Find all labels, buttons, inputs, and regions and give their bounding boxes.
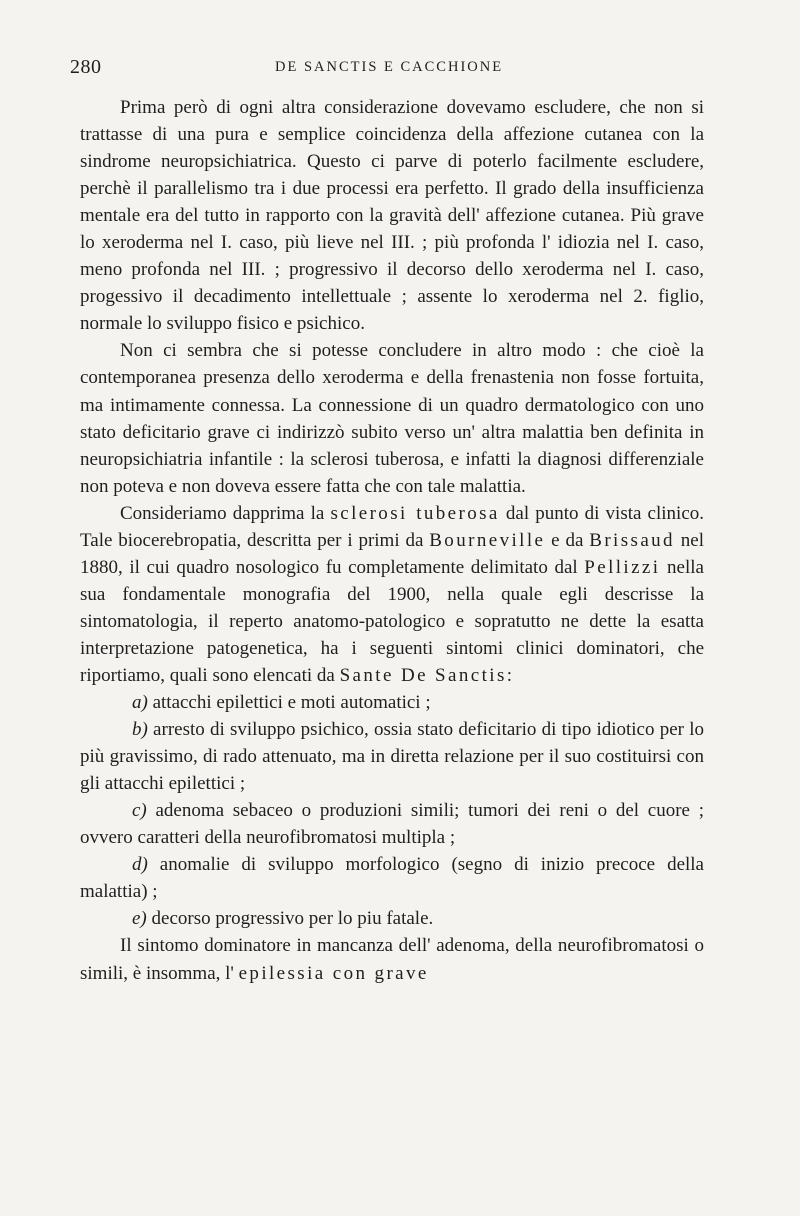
spaced-term-sclerosi-tuberosa: sclerosi tuberosa <box>330 502 500 524</box>
paragraph-4 <box>80 932 704 986</box>
paragraph-3-text-2: dal punto di vista clinico. Tale biocerebropatia, descritta per i primi da <box>80 502 705 551</box>
page-header <box>70 56 710 80</box>
running-head: DE SANCTIS E CACCHIONE <box>275 59 504 75</box>
list-item-text: adenoma sebaceo o produzioni simili; tumori dei reni o del cuore ; ovvero caratteri della neurofibromatosi multipla ; <box>80 800 704 849</box>
paragraph-3-text-4: nel 1880, il cui quadro nosologico fu completamente delimitato dal <box>80 529 705 578</box>
list-item-e <box>80 905 704 932</box>
body-text <box>80 94 704 987</box>
paragraph-3-text-3: e da <box>545 529 590 551</box>
list-item-text: attacchi epilettici e moti automatici ; <box>147 692 431 714</box>
paragraph-2: Non ci sembra che si potesse concludere in altro modo : che cioè la contemporanea presenza dello xeroderma e della frenastenia non fosse fortuita, ma intimamente connessa. La connessione di un quadro dermatologico con uno stato deficitario grave ci indirizzò subito verso un' altra malattia ben definita in neuropsichiatria infantile : la sclerosi tuberosa, e infatti la diagnosi differenziale non poteva e non doveva essere fatta che con tale malattia. <box>80 340 704 497</box>
list-item-a <box>80 689 704 716</box>
paragraph-3-text-5: nella sua fondamentale monografia del 1900, nella quale egli descrisse la sintomatologia, il reperto anatomo-patologico e sopratutto ne dette la esatta interpretazione patogenetica, ha i seguenti sintomi clinici dominatori, che riportiamo, quali sono elencati da <box>80 556 704 686</box>
author-name-bourneville: Bourneville <box>429 529 546 551</box>
list-marker: d) <box>132 854 148 876</box>
list-item-c <box>80 797 704 851</box>
list-marker: c) <box>132 800 147 822</box>
paragraph-3 <box>80 500 704 689</box>
list-marker: a) <box>132 692 148 714</box>
list-item-d <box>80 851 704 905</box>
author-name-sante-de-sanctis: Sante De Sanctis <box>339 664 507 686</box>
paragraph-1: Prima però di ogni altra considerazione dovevamo escludere, che non si trattasse di una pura e semplice coincidenza della affezione cutanea con la sindrome neuropsichiatrica. Questo ci parve di poterlo facilmente escludere, perchè il parallelismo tra i due processi era perfetto. Il grado della insufficienza mentale era del tutto in rapporto con la gravità dell' affezione cutanea. Più grave lo xeroderma nel I. caso, più lieve nel III. ; più profonda l' idiozia nel I. caso, meno profonda nel III. ; progressivo il decorso dello xeroderma nel I. caso, progessivo il decadimento intellettuale ; assente lo xeroderma nel 2. figlio, normale lo sviluppo fisico e psichico. <box>80 97 704 335</box>
paragraph-3-text-1: Consideriamo dapprima la <box>120 502 331 524</box>
spaced-term-epilessia: epilessia con grave <box>238 962 429 984</box>
paragraph-4-text-1: Il sintomo dominatore in mancanza dell' adenoma, della neurofibromatosi o simili, è insomma, l' <box>80 935 704 984</box>
list-item-b <box>80 716 704 797</box>
list-item-text: arresto di sviluppo psichico, ossia stato deficitario di tipo idiotico per lo più gravissimo, di rado attenuato, ma in diretta relazione per il suo costituirsi con gli attacchi epilettici ; <box>80 719 704 795</box>
list-marker: e) <box>132 908 147 930</box>
page-number: 280 <box>70 56 102 78</box>
author-name-pellizzi: Pellizzi <box>584 556 661 578</box>
list-marker: b) <box>132 719 148 741</box>
author-name-brissaud: Brissaud <box>589 529 675 551</box>
paragraph-3-text-6: : <box>506 664 513 686</box>
list-item-text: anomalie di sviluppo morfologico (segno di inizio precoce della malattia) ; <box>80 854 704 903</box>
list-item-text: decorso progressivo per lo piu fatale. <box>146 908 434 930</box>
